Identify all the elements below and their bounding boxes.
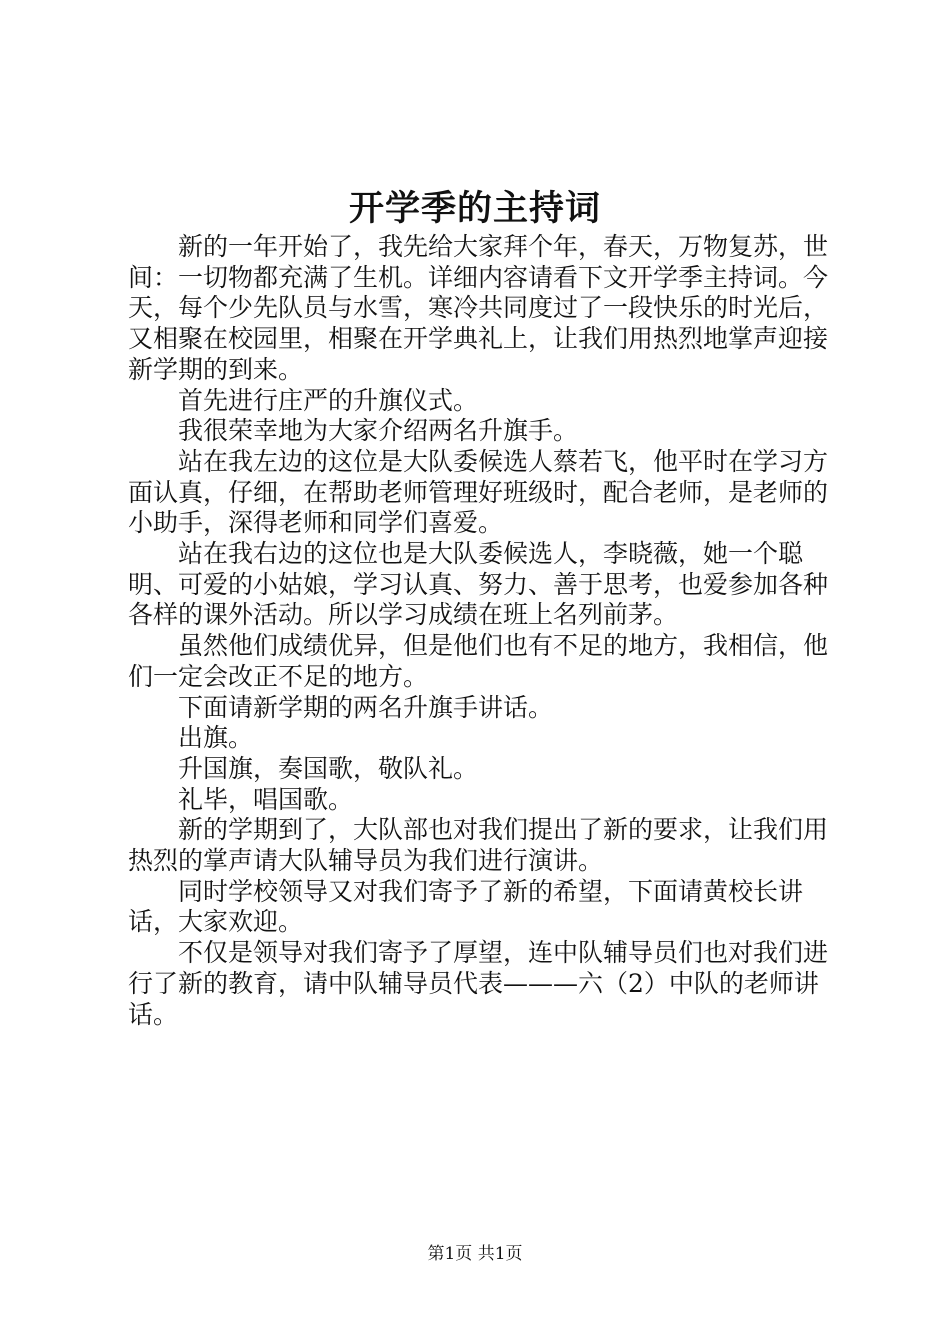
paragraph: 下面请新学期的两名升旗手讲话。 [178,692,554,722]
paragraph: 出旗。 [178,723,254,753]
paragraph: 我很荣幸地为大家介绍两名升旗手。 [178,416,579,446]
document-title: 开学季的主持词 [348,188,601,229]
paragraph: 同时学校领导又对我们寄予了新的希望，下面请黄校长讲话，大家欢迎。 [128,876,804,937]
paragraph: 升国旗，奏国歌，敬队礼。 [178,753,479,783]
paragraph: 礼毕，唱国歌。 [178,784,354,814]
paragraph: 站在我右边的这位也是大队委候选人，李晓薇，她一个聪明、可爱的小姑娘，学习认真、努力、善于思考，也爱参加各种各样的课外活动。所以学习成绩在班上名列前茅。 [128,539,829,630]
paragraph: 新的学期到了，大队部也对我们提出了新的要求，让我们用热烈的掌声请大队辅导员为我们进行演讲。 [128,815,829,876]
paragraph: 新的一年开始了，我先给大家拜个年，春天，万物复苏，世间：一切物都充满了生机。详细内容请看下文开学季主持词。今天，每个少先队员与水雪，寒冷共同度过了一段快乐的时光后，又相聚在校园里，相聚在开学典礼上，让我们用热烈地掌声迎接新学期的到来。 [128,232,829,384]
paragraph: 首先进行庄严的升旗仪式。 [178,385,479,415]
paragraph: 不仅是领导对我们寄予了厚望，连中队辅导员们也对我们进行了新的教育，请中队辅导员代表———六（2）中队的老师讲话。 [128,938,829,1029]
page-footer: 第1页 共1页 [427,1244,523,1264]
document-body [128,232,833,1030]
paragraph: 虽然他们成绩优异，但是他们也有不足的地方，我相信，他们一定会改正不足的地方。 [128,631,829,691]
paragraph: 站在我左边的这位是大队委候选人蔡若飞，他平时在学习方面认真，仔细，在帮助老师管理好班级时，配合老师，是老师的小助手，深得老师和同学们喜爱。 [128,446,829,538]
